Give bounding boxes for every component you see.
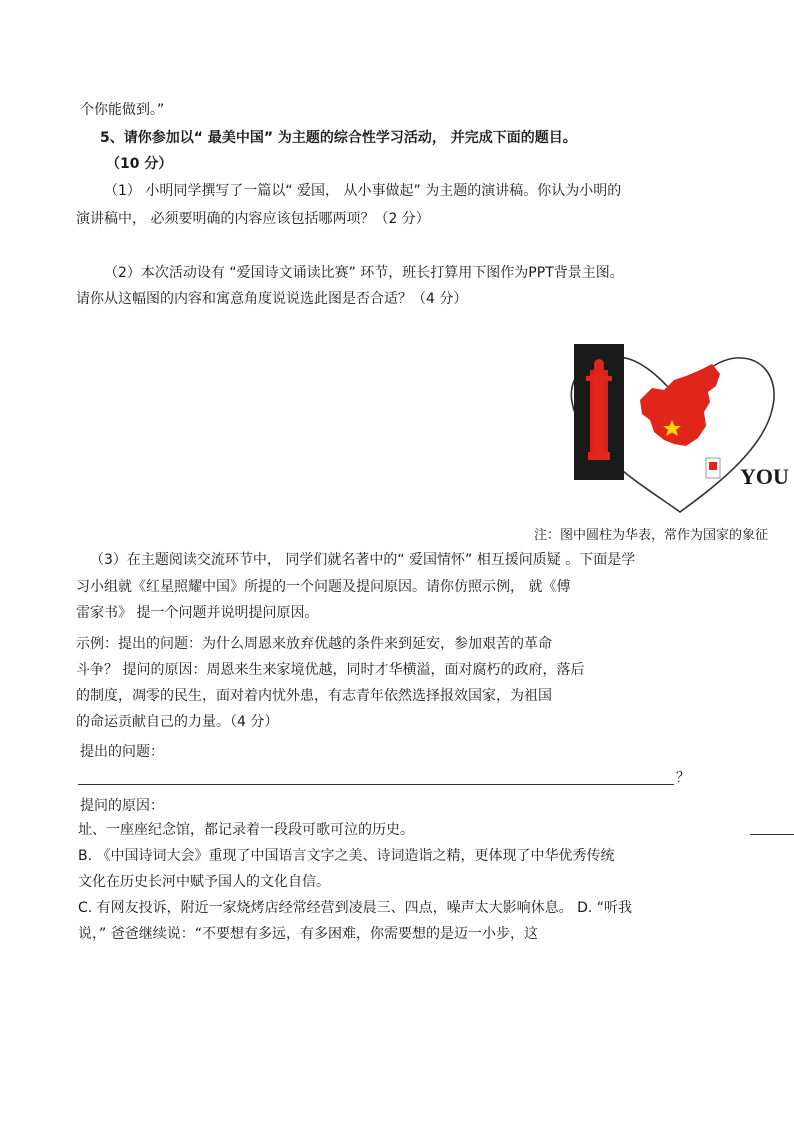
question-5-score: （10 分） <box>106 156 173 172</box>
example-line-2: 斗争？ 提问的原因：周恩来生来家境优越，同时才华横溢，面对腐朽的政府，落后 <box>76 662 585 678</box>
example-line-1: 示例：提出的问题：为什么周恩来放弃优越的条件来到延安，参加艰苦的革命 <box>76 636 552 652</box>
right-margin-rule <box>750 834 794 835</box>
reason-label: 提问的原因： <box>80 798 164 814</box>
text-line-1: 个你能做到。” <box>80 102 165 118</box>
subquestion-1-line-1: （1） 小明同学撰写了一篇以“ 爱国， 从小事做起” 为主题的演讲稿。你认为小明的 <box>104 183 622 199</box>
subquestion-1-line-2: 演讲稿中， 必须要明确的内容应该包括哪两项？（2 分） <box>76 211 430 227</box>
figure-caption: 注：图中圆柱为华表，常作为国家的象征 <box>534 528 769 543</box>
option-b-line-2: 文化在历史长河中赋予国人的文化自信。 <box>78 874 330 890</box>
subquestion-3-line-3: 雷家书》 提一个问题并说明提问原因。 <box>76 605 319 621</box>
you-text: YOU <box>740 464 789 489</box>
question-prompt-label: 提出的问题： <box>80 744 164 760</box>
option-d-line-2: 说，” 爸爸继续说：“不要想有多远，有多困难，你需要想的是迈一小步，这 <box>78 926 538 942</box>
question-5-heading: 5、请你参加以“ 最美中国” 为主题的综合性学习活动， 并完成下面的题目。 <box>100 130 577 146</box>
i-love-china-image <box>560 340 794 520</box>
example-line-3: 的制度，凋零的民生，面对着内忧外患，有志青年依然选择报效国家，为祖国 <box>76 688 552 704</box>
example-line-4: 的命运贡献自己的力量。（4 分） <box>76 714 279 730</box>
subquestion-3-line-1: （3）在主题阅读交流环节中， 同学们就名著中的“ 爱国情怀” 相互援问质疑 。下面是学 <box>90 552 636 568</box>
option-a-tail: 址、一座座纪念馆，都记录着一段段可歌可泣的历史。 <box>78 822 414 838</box>
subquestion-3-line-2: 习小组就《红星照耀中国》所提的一个问题及提问原因。请你仿照示例， 就《傅 <box>76 579 571 595</box>
question-mark: ？ <box>676 770 690 786</box>
subquestion-2-line-1: （2）本次活动设有 “爱国诗文诵读比赛” 环节，班长打算用下图作为PPT背景主图。 <box>104 265 624 281</box>
subquestion-2-line-2: 请你从这幅图的内容和寓意角度说说选此图是否合适？（4 分） <box>76 291 468 307</box>
answer-blank-line[interactable] <box>78 784 674 785</box>
option-b-line-1: B. 《中国诗词大会》重现了中国语言文字之美、诗词造诣之精，更体现了中华优秀传统 <box>78 848 615 864</box>
option-c-d-line: C. 有网友投诉，附近一家烧烤店经常经营到凌晨三、四点，噪声太大影响休息。 D. “听我 <box>78 900 633 916</box>
